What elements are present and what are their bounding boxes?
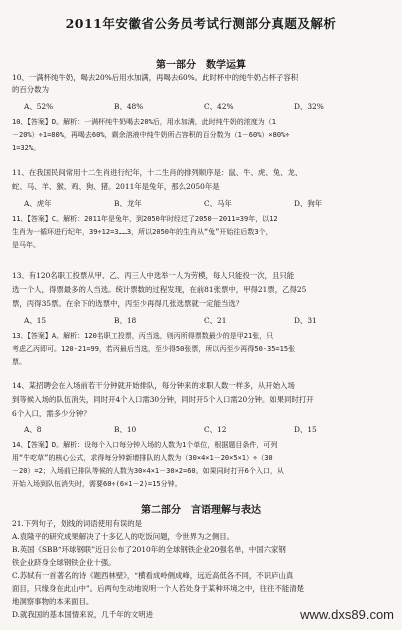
- q11-answer-line2: 生肖为一循环进行纪年，39÷12=3……3，所以2050年的生肖从“兔”开始往后数3个，: [12, 228, 273, 236]
- q11-option-b: B、龙年: [114, 199, 142, 208]
- q11-option-d: D、狗年: [294, 199, 323, 208]
- q10-option-c: C、42%: [204, 102, 234, 111]
- q14-stem-line2: 到等候入场的队伍消失，同时开4个入口需30分钟，同时开5个入口需20分钟。如果同时打开: [12, 395, 314, 404]
- q11-answer-line3: 是马年。: [12, 241, 40, 249]
- q10-option-b: B、48%: [114, 102, 144, 111]
- q14-answer-line4: 开始入场到队伍消失时，需要60÷(6×1－2)=15分钟。: [12, 480, 182, 488]
- q11-option-a: A、虎年: [24, 199, 52, 208]
- q13-stem-line1: 13、有120名职工投票从甲、乙、丙三人中选举一人为劳模，每人只能投一次，且只能: [12, 271, 295, 280]
- q13-stem-line2: 选一个人，得票最多的人当选。统计票数的过程发现，在前81张票中，甲得21票，乙得25: [12, 285, 307, 294]
- q11-options: [24, 198, 384, 209]
- q13-option-c: C、21: [204, 316, 227, 325]
- q21-option-b-line1: B.英国《SBB“环球钢联”近日公布了2010年的全球钢铁企业20强名单，中国六家钢: [12, 545, 286, 554]
- q10-answer-line1: 10、【答案】D。解析：一满杯纯牛奶喝去20%后，用水加满，此时纯牛奶的浓度为（1: [12, 118, 276, 126]
- q10-options: [24, 101, 384, 112]
- q21-stem: 21.下列句子，划线的词语使用有误的是: [12, 519, 143, 528]
- q13-option-b: B、18: [114, 316, 137, 325]
- q21-option-c-line2: 面目，只缘身在此山中”。后两句生动地说明一个人若处身于某种环境之中，往往不能清楚: [12, 584, 305, 593]
- q10-option-a: A、52%: [24, 102, 54, 111]
- q21-option-d: D.就我国的基本国情来说，几千年的文明进: [12, 610, 154, 619]
- q11-stem-line1: 11、在我国民间常用十二生肖进行纪年，十二生肖的排列顺序是：鼠、牛、虎、兔、龙、: [12, 168, 303, 177]
- q14-stem-line1: 14、某招聘会在入场前若干分钟就开始排队，每分钟来的求职人数一样多，从开始入场: [12, 381, 295, 390]
- q10-answer-line3: 1=32%。: [12, 144, 41, 152]
- q14-option-a: A、8: [24, 425, 42, 434]
- q13-answer-line1: 13、【答案】A。解析：120名职工投票，丙当选，则丙所得票数最少的是甲21张，只: [12, 332, 274, 340]
- q13-answer-line3: 票。: [12, 358, 26, 366]
- q14-option-d: D、15: [294, 425, 317, 434]
- q14-option-b: B、10: [114, 425, 137, 434]
- q10-answer-line2: －20%）÷1=80%，再喝去60%，剩余溶液中纯牛奶所占容积的百分数为（1－60%）×80%÷: [12, 131, 290, 139]
- q13-option-d: D、31: [294, 316, 317, 325]
- q21-option-c-line1: C.苏轼有一首著名的诗《题西林壁》，“横看成岭侧成峰，远近高低各不同，不识庐山真: [12, 571, 294, 580]
- q13-option-a: A、15: [24, 316, 47, 325]
- q13-answer-line2: 考虑乙丙即可。120-21=99，若丙最后当选，至少得50张票，所以丙至少再得50-35=15张: [12, 345, 296, 353]
- q21-option-b-line2: 铁企业跻身全球钢铁企业十强。: [12, 558, 116, 567]
- q10-option-d: D、32%: [294, 102, 324, 111]
- q10-stem-line2: 的百分数为: [12, 85, 49, 94]
- q21-option-c-line3: 地洞察事物的本来面目。: [12, 597, 94, 606]
- q14-answer-line3: －20）=2；入场前已排队等候的人数为30×4×1－30×2=60。如果同时打开6个入口，从: [12, 467, 284, 475]
- site-watermark: www.dxs89.com: [300, 607, 394, 622]
- q11-stem-line2: 蛇、马、羊、猴、鸡、狗、猪。2011年是兔年，那么2050年是: [12, 182, 220, 191]
- q14-option-c: C、12: [204, 425, 227, 434]
- q11-option-c: C、马年: [204, 199, 232, 208]
- q10-stem-line1: 10、一满杯纯牛奶，喝去20%后用水加满，再喝去60%。此时杯中的纯牛奶占杯子容积: [12, 73, 299, 82]
- q11-answer-line1: 11、【答案】C。解析：2011年是兔年，到2050年时经过了2050－2011=39年，以12: [12, 215, 278, 223]
- document-title: 2011年安徽省公务员考试行测部分真题及解析: [65, 16, 337, 31]
- section-heading-verbal: 第二部分 言语理解与表达: [141, 505, 261, 516]
- q13-options: [24, 315, 384, 326]
- q14-options: [24, 424, 384, 435]
- section-heading-math: 第一部分 数学运算: [156, 60, 246, 71]
- q14-stem-line3: 6个入口，需多少分钟？: [12, 409, 91, 418]
- q21-option-a: A.袁隆平的研究成果解决了十多亿人的吃饭问题，令世界为之侧目。: [12, 532, 235, 541]
- q14-answer-line1: 14、【答案】D。解析：设每个入口每分钟入场的人数为1个单位，根据题目条件，可列: [12, 441, 278, 449]
- q14-answer-line2: 用“牛吃草”的核心公式，求得每分钟新增排队的人数为（30×4×1－20×5×1）÷（30: [12, 454, 273, 462]
- q13-stem-line3: 票，丙得35票。在余下的选票中，丙至少再得几张选票就一定能当选？: [12, 299, 244, 308]
